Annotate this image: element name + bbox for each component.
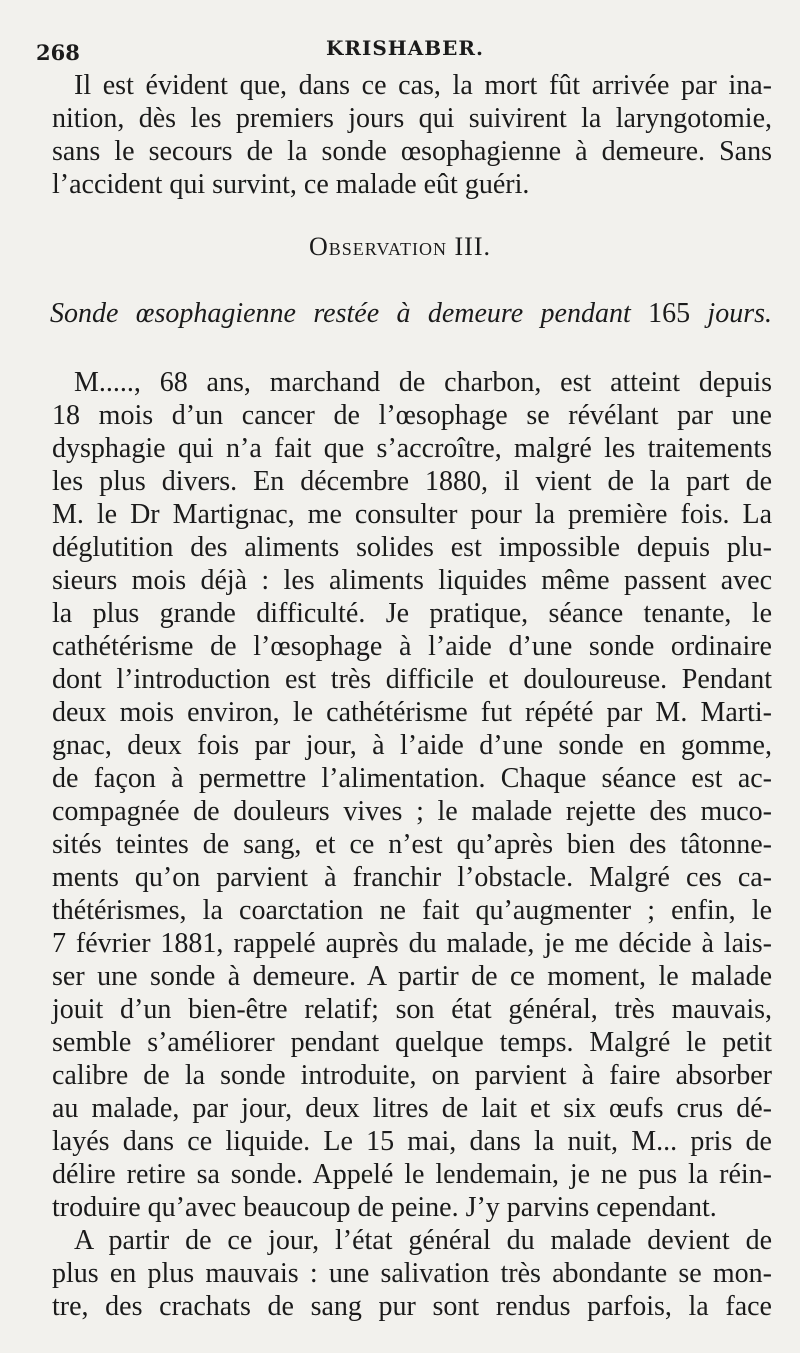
text-line: tre, des crachats de sang pur sont rendus parfois, la face: [52, 1291, 772, 1322]
text-line: plus en plus mauvais : une salivation très abondante se mon-: [52, 1258, 772, 1289]
text-line: sités teintes de sang, et ce n’est qu’après bien des tâtonne-: [52, 829, 772, 860]
text-line: semble s’améliorer pendant quelque temps. Malgré le petit: [52, 1027, 772, 1058]
text-line: layés dans ce liquide. Le 15 mai, dans la nuit, M... pris de: [52, 1126, 772, 1157]
text-line: deux mois environ, le cathétérisme fut répété par M. Marti-: [52, 697, 772, 728]
text-line: thétérismes, la coarctation ne fait qu’augmenter ; enfin, le: [52, 895, 772, 926]
text-line: de façon à permettre l’alimentation. Chaque séance est ac-: [52, 763, 772, 794]
text-line: dysphagie qui n’a fait que s’accroître, malgré les traitements: [52, 433, 772, 464]
text-line: ser une sonde à demeure. A partir de ce moment, le malade: [52, 961, 772, 992]
running-head: KRISHABER.: [326, 36, 484, 60]
observation-subtitle: Sonde œsophagienne restée à demeure pendant 165 jours.: [50, 298, 772, 329]
page-number: 268: [36, 40, 80, 65]
text-line: les plus divers. En décembre 1880, il vient de la part de: [52, 466, 772, 497]
text-line: dont l’introduction est très difficile et douloureuse. Pendant: [52, 664, 772, 695]
observation-title: Observation III.: [309, 232, 491, 261]
text-line: 7 février 1881, rappelé auprès du malade, je me décide à lais-: [52, 928, 772, 959]
text-line: troduire qu’avec beaucoup de peine. J’y parvins cependant.: [52, 1192, 717, 1223]
text-line: M....., 68 ans, marchand de charbon, est atteint depuis: [74, 367, 772, 398]
text-line: au malade, par jour, deux litres de lait et six œufs crus dé-: [52, 1093, 772, 1124]
text-line: sieurs mois déjà : les aliments liquides même passent avec: [52, 565, 772, 596]
text-line: sans le secours de la sonde œsophagienne à demeure. Sans: [52, 136, 772, 167]
text-line: calibre de la sonde introduite, on parvient à faire absorber: [52, 1060, 772, 1091]
text-line: l’accident qui survint, ce malade eût guéri.: [52, 169, 530, 200]
text-line: déglutition des aliments solides est impossible depuis plu-: [52, 532, 772, 563]
text-line: nition, dès les premiers jours qui suivirent la laryngotomie,: [52, 103, 772, 134]
text-line: cathétérisme de l’œsophage à l’aide d’une sonde ordinaire: [52, 631, 772, 662]
text-line: Il est évident que, dans ce cas, la mort fût arrivée par ina-: [74, 70, 772, 101]
text-line: ments qu’on parvient à franchir l’obstacle. Malgré ces ca-: [52, 862, 772, 893]
text-line: M. le Dr Martignac, me consulter pour la première fois. La: [52, 499, 772, 530]
page-header: [36, 30, 770, 70]
text-line: compagnée de douleurs vives ; le malade rejette des muco-: [52, 796, 772, 827]
text-line: la plus grande difficulté. Je pratique, séance tenante, le: [52, 598, 772, 629]
text-line: jouit d’un bien-être relatif; son état général, très mauvais,: [52, 994, 772, 1025]
text-line: 18 mois d’un cancer de l’œsophage se révélant par une: [52, 400, 772, 431]
duration-days: 165: [648, 298, 691, 329]
text-line: gnac, deux fois par jour, à l’aide d’une sonde en gomme,: [52, 730, 772, 761]
text-line: délire retire sa sonde. Appelé le lendemain, je ne pus la réin-: [52, 1159, 772, 1190]
text-line: A partir de ce jour, l’état général du malade devient de: [74, 1225, 772, 1256]
